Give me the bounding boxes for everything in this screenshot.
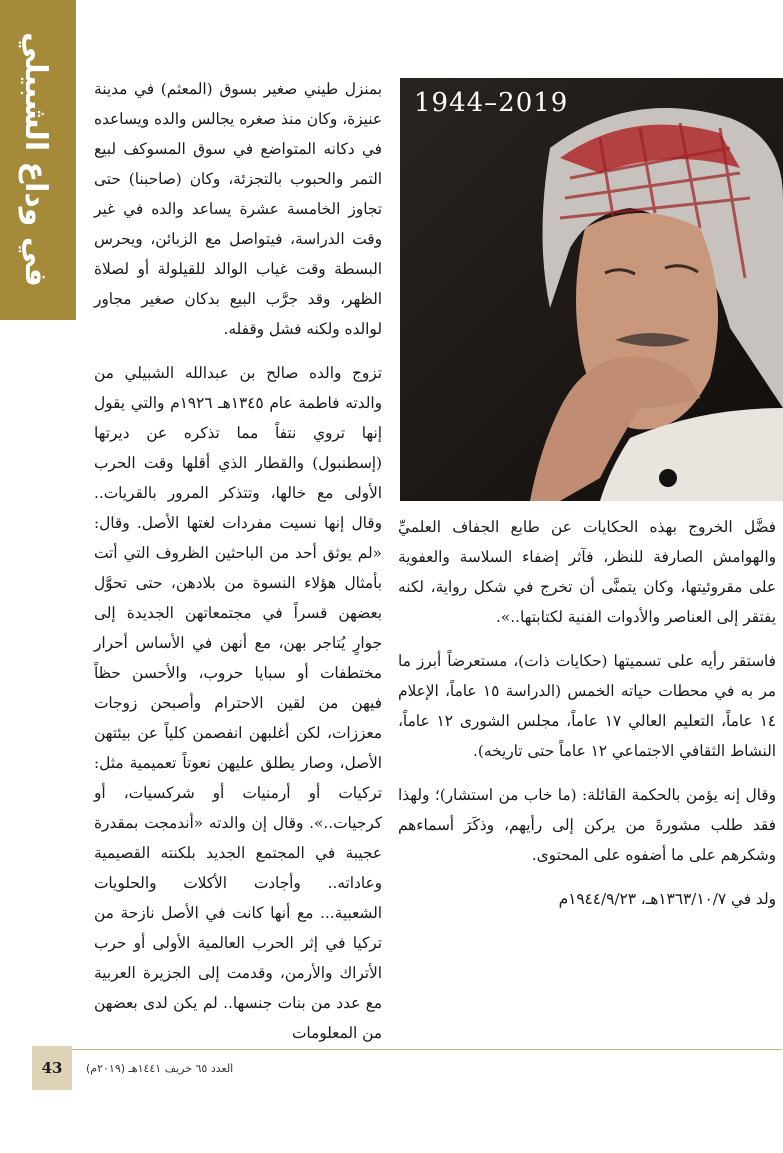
page-number: 43 (32, 1046, 72, 1090)
right-text-column (398, 512, 776, 928)
portrait-photo (400, 78, 783, 501)
paragraph: فاستقر رأيه على تسميتها (حكايات ذات)، مستعرضاً أبرز ما مر به في محطات حياته الخمس (الدراسة ١٥ عاماً، الإعلام ١٤ عاماً، التعليم العالي ١٧ عاماً، مجلس الشورى ١٢ عاماً، النشاط الثقافي الاجتماعي ١٢ عاماً حتى تاريخه). (398, 652, 776, 760)
paragraph: تزوج والده صالح بن عبدالله الشبيلي من والدته فاطمة عام ١٣٤٥هـ ١٩٢٦م والتي يقول إنها تروي نتفاً مما تذكره عن ديرتها (إسطنبول) والقطار الذي أقلها وقت الحرب الأولى مع خالها، وتتذكر المرور بالقريات.. وقال إنها نسيت مفردات لغتها الأصل. وقال: «لم يوثق أحد من الباحثين الظروف التي أتت بأمثال هؤلاء النسوة من بلادهن، حتى تحوَّل بعضهن قسراً في مجتمعاتهن الجديدة إلى جوارٍ يُتاجر بهن، مع أنهن في الأساس أحرار مختطفات أو سبايا حروب، والأحسن حظاً فيهن من لقين الاحترام وأصبحن زوجات معززات، لكن أغلبهن انفصمن كلياً عن بيئتهن الأصل، وصار يطلق عليهن نعوتاً تعميمية مثل: تركيات أو أرمنيات أو شركسيات، أو كرجيات..». وقال إن والدته «أندمجت بمقدرة عجيبة في المجتمع الجديد بلكنته القصيمية وعاداته.. وأجادت الأكلات والحلويات الشعبية... مع أنها كانت في الأصل نازحة من تركيا في إثر الحرب العالمية الأولى أو حرب الأتراك والأرمن، وقدمت إلى الجزيرة العربية مع عدد من بنات جنسها.. لم يكن لدى بعضهن من المعلومات (94, 364, 382, 1042)
portrait-illustration (400, 78, 783, 501)
section-title: في وداع الشبيلي (18, 31, 53, 287)
photo-years: 1944–2019 (414, 88, 569, 118)
issue-info: العدد ٦٥ خريف ١٤٤١هـ (٢٠١٩م) (86, 1062, 234, 1075)
paragraph: بمنزل طيني صغير بسوق (المعثم) في مدينة عنيزة، وكان منذ صغره يجالس والده ويساعده في دكانه المتواضع في سوق المسوكف لبيع التمر والحبوب بالتجزئة، وكان (صاحبنا) حتى تجاوز الخامسة عشرة يساعد والده في غير وقت الدراسة، فيتواصل مع الزبائن، ويحرس البسطة وقت غياب الوالد للقيلولة أو لصلاة الظهر، وقد جرَّب البيع بدكان صغير مجاور لوالده ولكنه فشل وقفله. (94, 80, 382, 338)
left-text-column (94, 74, 382, 1062)
paragraph: وقال إنه يؤمن بالحكمة القائلة: (ما خاب من استشار)؛ ولهذا فقد طلب مشورةَ من يركن إلى رأيهم، وذكَرَ أسماءهم وشكرهم على ما أضفوه على المحتوى. (398, 786, 776, 864)
section-tab (0, 0, 76, 320)
paragraph: فضَّل الخروج بهذه الحكايات عن طابع الجفاف العلميِّ والهوامش الصارفة للنظر، فآثر إضفاء السلاسة والعفوية على مقروئيتها، وكان يتمنَّى أن تخرج في شكل رواية، لكنه يفتقر إلى العناصر والأدوات الفنية لكتابتها..». (398, 518, 776, 626)
footer-divider (34, 1049, 782, 1050)
birth-date-line: ولد في ١٣٦٣/١٠/٧هـ، ١٩٤٤/٩/٢٣م (558, 890, 776, 908)
